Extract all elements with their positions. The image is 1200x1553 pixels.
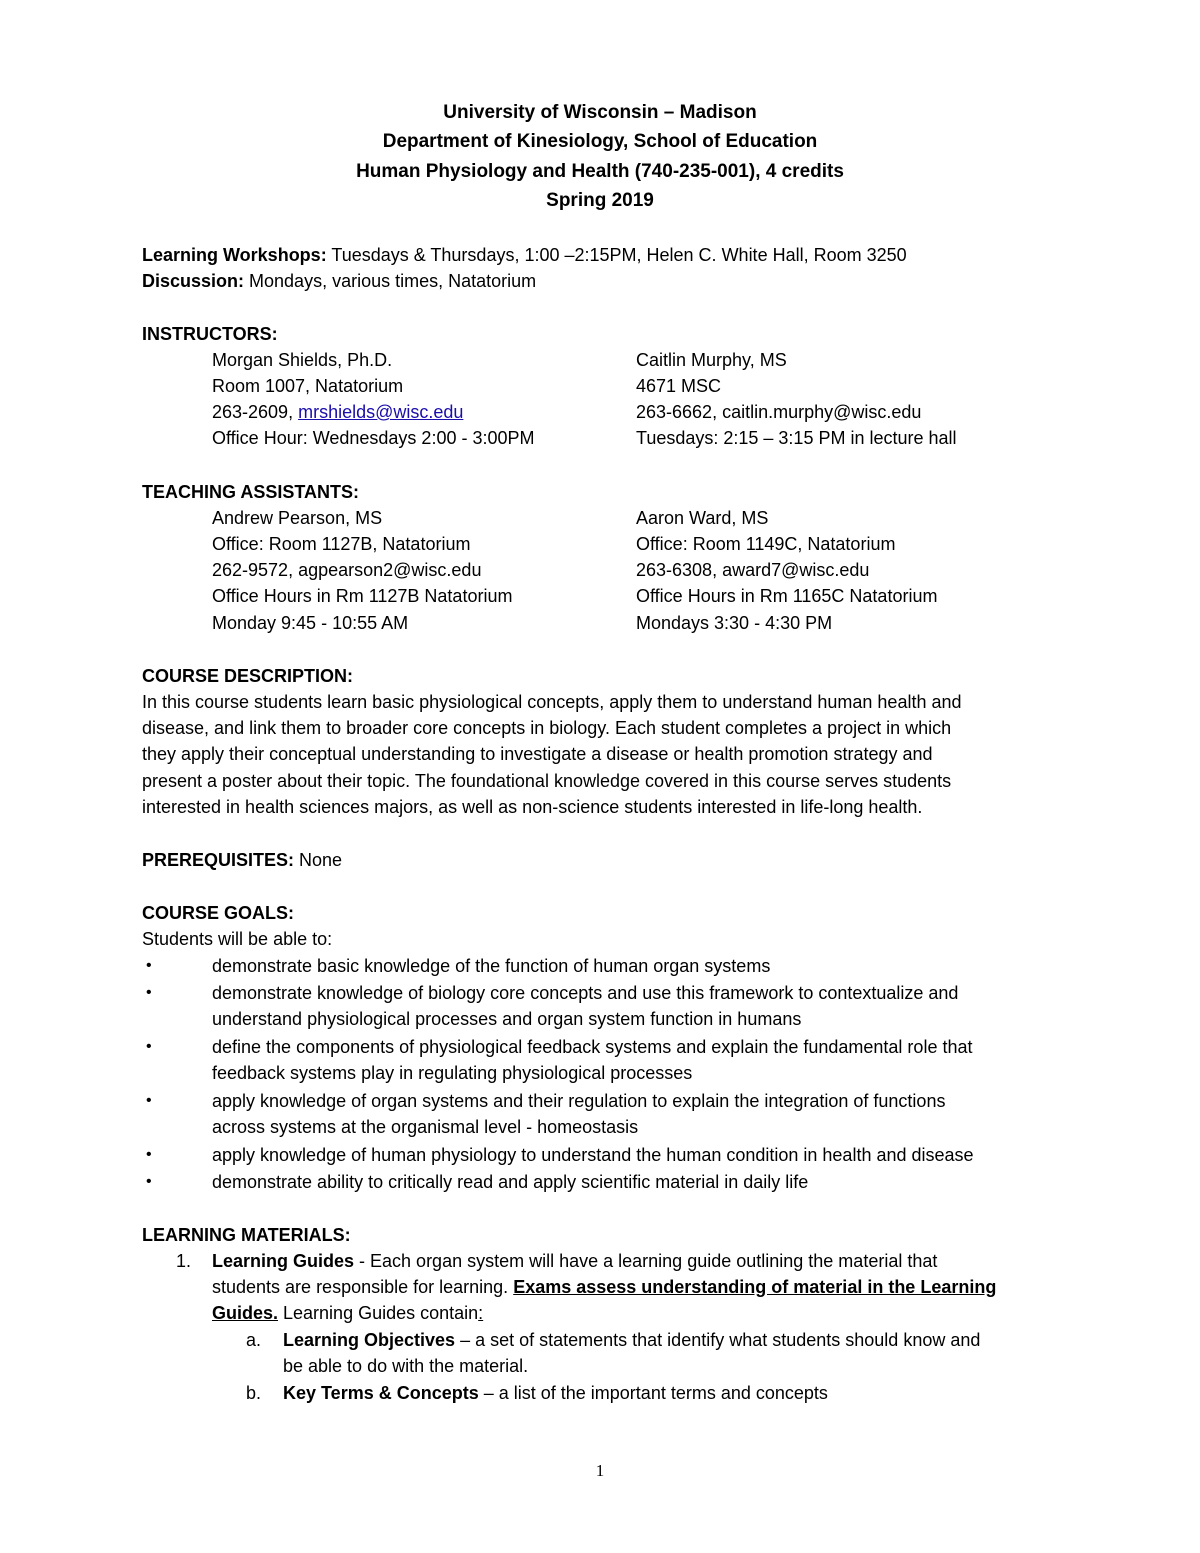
instructor-left-phone: 263-2609, — [212, 402, 299, 422]
subitem-letter: b. — [246, 1383, 262, 1403]
description-line: interested in health sciences majors, as well as non-science students interested in life-long health. — [142, 797, 923, 817]
ta-right-contact: 263-6308, award7@wisc.edu — [636, 560, 870, 580]
learning-guides-text: Learning Guides contain — [278, 1303, 479, 1323]
materials-heading: LEARNING MATERIALS: — [142, 1225, 351, 1245]
key-terms-text: – a list of the important terms and concepts — [478, 1383, 828, 1403]
university-title: University of Wisconsin – Madison — [443, 102, 757, 123]
workshops-line — [142, 246, 907, 264]
description-line: they apply their conceptual understanding to investigate a disease or health promotion strategy and — [142, 744, 933, 764]
ta-left-name: Andrew Pearson, MS — [212, 508, 383, 528]
instructor-right-contact: 263-6662, caitlin.murphy@wisc.edu — [636, 402, 922, 422]
ta-right-hours-location: Office Hours in Rm 1165C Natatorium — [636, 586, 938, 606]
instructor-left-contact — [212, 403, 463, 421]
bullet-icon: • — [146, 957, 152, 974]
ta-left-hours-location: Office Hours in Rm 1127B Natatorium — [212, 586, 513, 606]
ta-right-office: Office: Room 1149C, Natatorium — [636, 534, 896, 554]
learning-objectives-line-2: be able to do with the material. — [283, 1356, 529, 1376]
ta-left-office: Office: Room 1127B, Natatorium — [212, 534, 471, 554]
discussion-line — [142, 272, 536, 290]
goal-item-continued: understand physiological processes and organ system function in humans — [212, 1009, 802, 1029]
prerequisites-value: None — [294, 850, 343, 870]
instructor-right-hours: Tuesdays: 2:15 – 3:15 PM in lecture hall — [636, 428, 957, 448]
term-title: Spring 2019 — [546, 190, 654, 211]
goal-item: define the components of physiological feedback systems and explain the fundamental role that — [212, 1037, 973, 1057]
goal-item-continued: feedback systems play in regulating physiological processes — [212, 1063, 693, 1083]
description-line: disease, and link them to broader core concepts in biology. Each student completes a project in which — [142, 718, 952, 738]
discussion-value: Mondays, various times, Natatorium — [244, 271, 537, 291]
goal-item: demonstrate basic knowledge of the function of human organ systems — [212, 956, 771, 976]
goal-item-continued: across systems at the organismal level - homeostasis — [212, 1117, 639, 1137]
ta-left-hours: Monday 9:45 - 10:55 AM — [212, 613, 409, 633]
learning-objectives-line — [283, 1331, 980, 1349]
key-terms-label: Key Terms & Concepts — [283, 1383, 479, 1403]
exams-note: Exams assess understanding of material in the Learning — [513, 1277, 997, 1297]
instructor-left-name: Morgan Shields, Ph.D. — [212, 350, 393, 370]
department-title: Department of Kinesiology, School of Education — [382, 131, 818, 152]
description-line: present a poster about their topic. The foundational knowledge covered in this course serves students — [142, 771, 952, 791]
learning-guides-text: students are responsible for learning. — [212, 1277, 514, 1297]
learning-guides-label: Learning Guides — [212, 1251, 355, 1271]
page-number: 1 — [595, 1461, 605, 1480]
ta-right-name: Aaron Ward, MS — [636, 508, 769, 528]
learning-guides-text: - Each organ system will have a learning guide outlining the material that — [354, 1251, 938, 1271]
discussion-label: Discussion: — [142, 271, 245, 291]
instructor-right-name: Caitlin Murphy, MS — [636, 350, 787, 370]
instructors-heading: INSTRUCTORS: — [142, 324, 278, 344]
workshops-label: Learning Workshops: — [142, 245, 327, 265]
subitem-letter: a. — [246, 1330, 262, 1350]
goal-item: demonstrate ability to critically read and apply scientific material in daily life — [212, 1172, 809, 1192]
description-heading: COURSE DESCRIPTION: — [142, 666, 354, 686]
goal-item: apply knowledge of human physiology to understand the human condition in health and disease — [212, 1145, 974, 1165]
instructor-left-room: Room 1007, Natatorium — [212, 376, 404, 396]
bullet-icon: • — [146, 1092, 152, 1109]
ta-right-hours: Mondays 3:30 - 4:30 PM — [636, 613, 833, 633]
key-terms-line — [283, 1384, 828, 1402]
course-title: Human Physiology and Health (740-235-001), 4 credits — [356, 161, 844, 182]
learning-objectives-text: – a set of statements that identify what students should know and — [455, 1330, 981, 1350]
item-number: 1. — [176, 1251, 192, 1271]
ta-left-contact: 262-9572, agpearson2@wisc.edu — [212, 560, 482, 580]
goal-item: apply knowledge of organ systems and their regulation to explain the integration of functions — [212, 1091, 946, 1111]
learning-guides-line-3 — [212, 1304, 483, 1322]
goals-intro: Students will be able to: — [142, 929, 333, 949]
exams-note-end: Guides. — [212, 1303, 279, 1323]
goal-item: demonstrate knowledge of biology core concepts and use this framework to contextualize and — [212, 983, 959, 1003]
description-line: In this course students learn basic physiological concepts, apply them to understand human health and — [142, 692, 962, 712]
learning-guides-line-2 — [212, 1278, 996, 1296]
colon-underlined: : — [478, 1303, 484, 1323]
bullet-icon: • — [146, 1173, 152, 1190]
workshops-value: Tuesdays & Thursdays, 1:00 –2:15PM, Helen C. White Hall, Room 3250 — [326, 245, 907, 265]
bullet-icon: • — [146, 1038, 152, 1055]
prerequisites-label: PREREQUISITES: — [142, 850, 295, 870]
goals-heading: COURSE GOALS: — [142, 903, 295, 923]
instructor-left-email-link[interactable]: mrshields@wisc.edu — [298, 402, 464, 422]
instructor-left-hours: Office Hour: Wednesdays 2:00 - 3:00PM — [212, 428, 535, 448]
bullet-icon: • — [146, 1146, 152, 1163]
instructor-right-room: 4671 MSC — [636, 376, 722, 396]
bullet-icon: • — [146, 984, 152, 1001]
prerequisites-line — [142, 851, 342, 869]
tas-heading: TEACHING ASSISTANTS: — [142, 482, 360, 502]
learning-objectives-label: Learning Objectives — [283, 1330, 456, 1350]
learning-guides-line-1 — [212, 1252, 937, 1270]
